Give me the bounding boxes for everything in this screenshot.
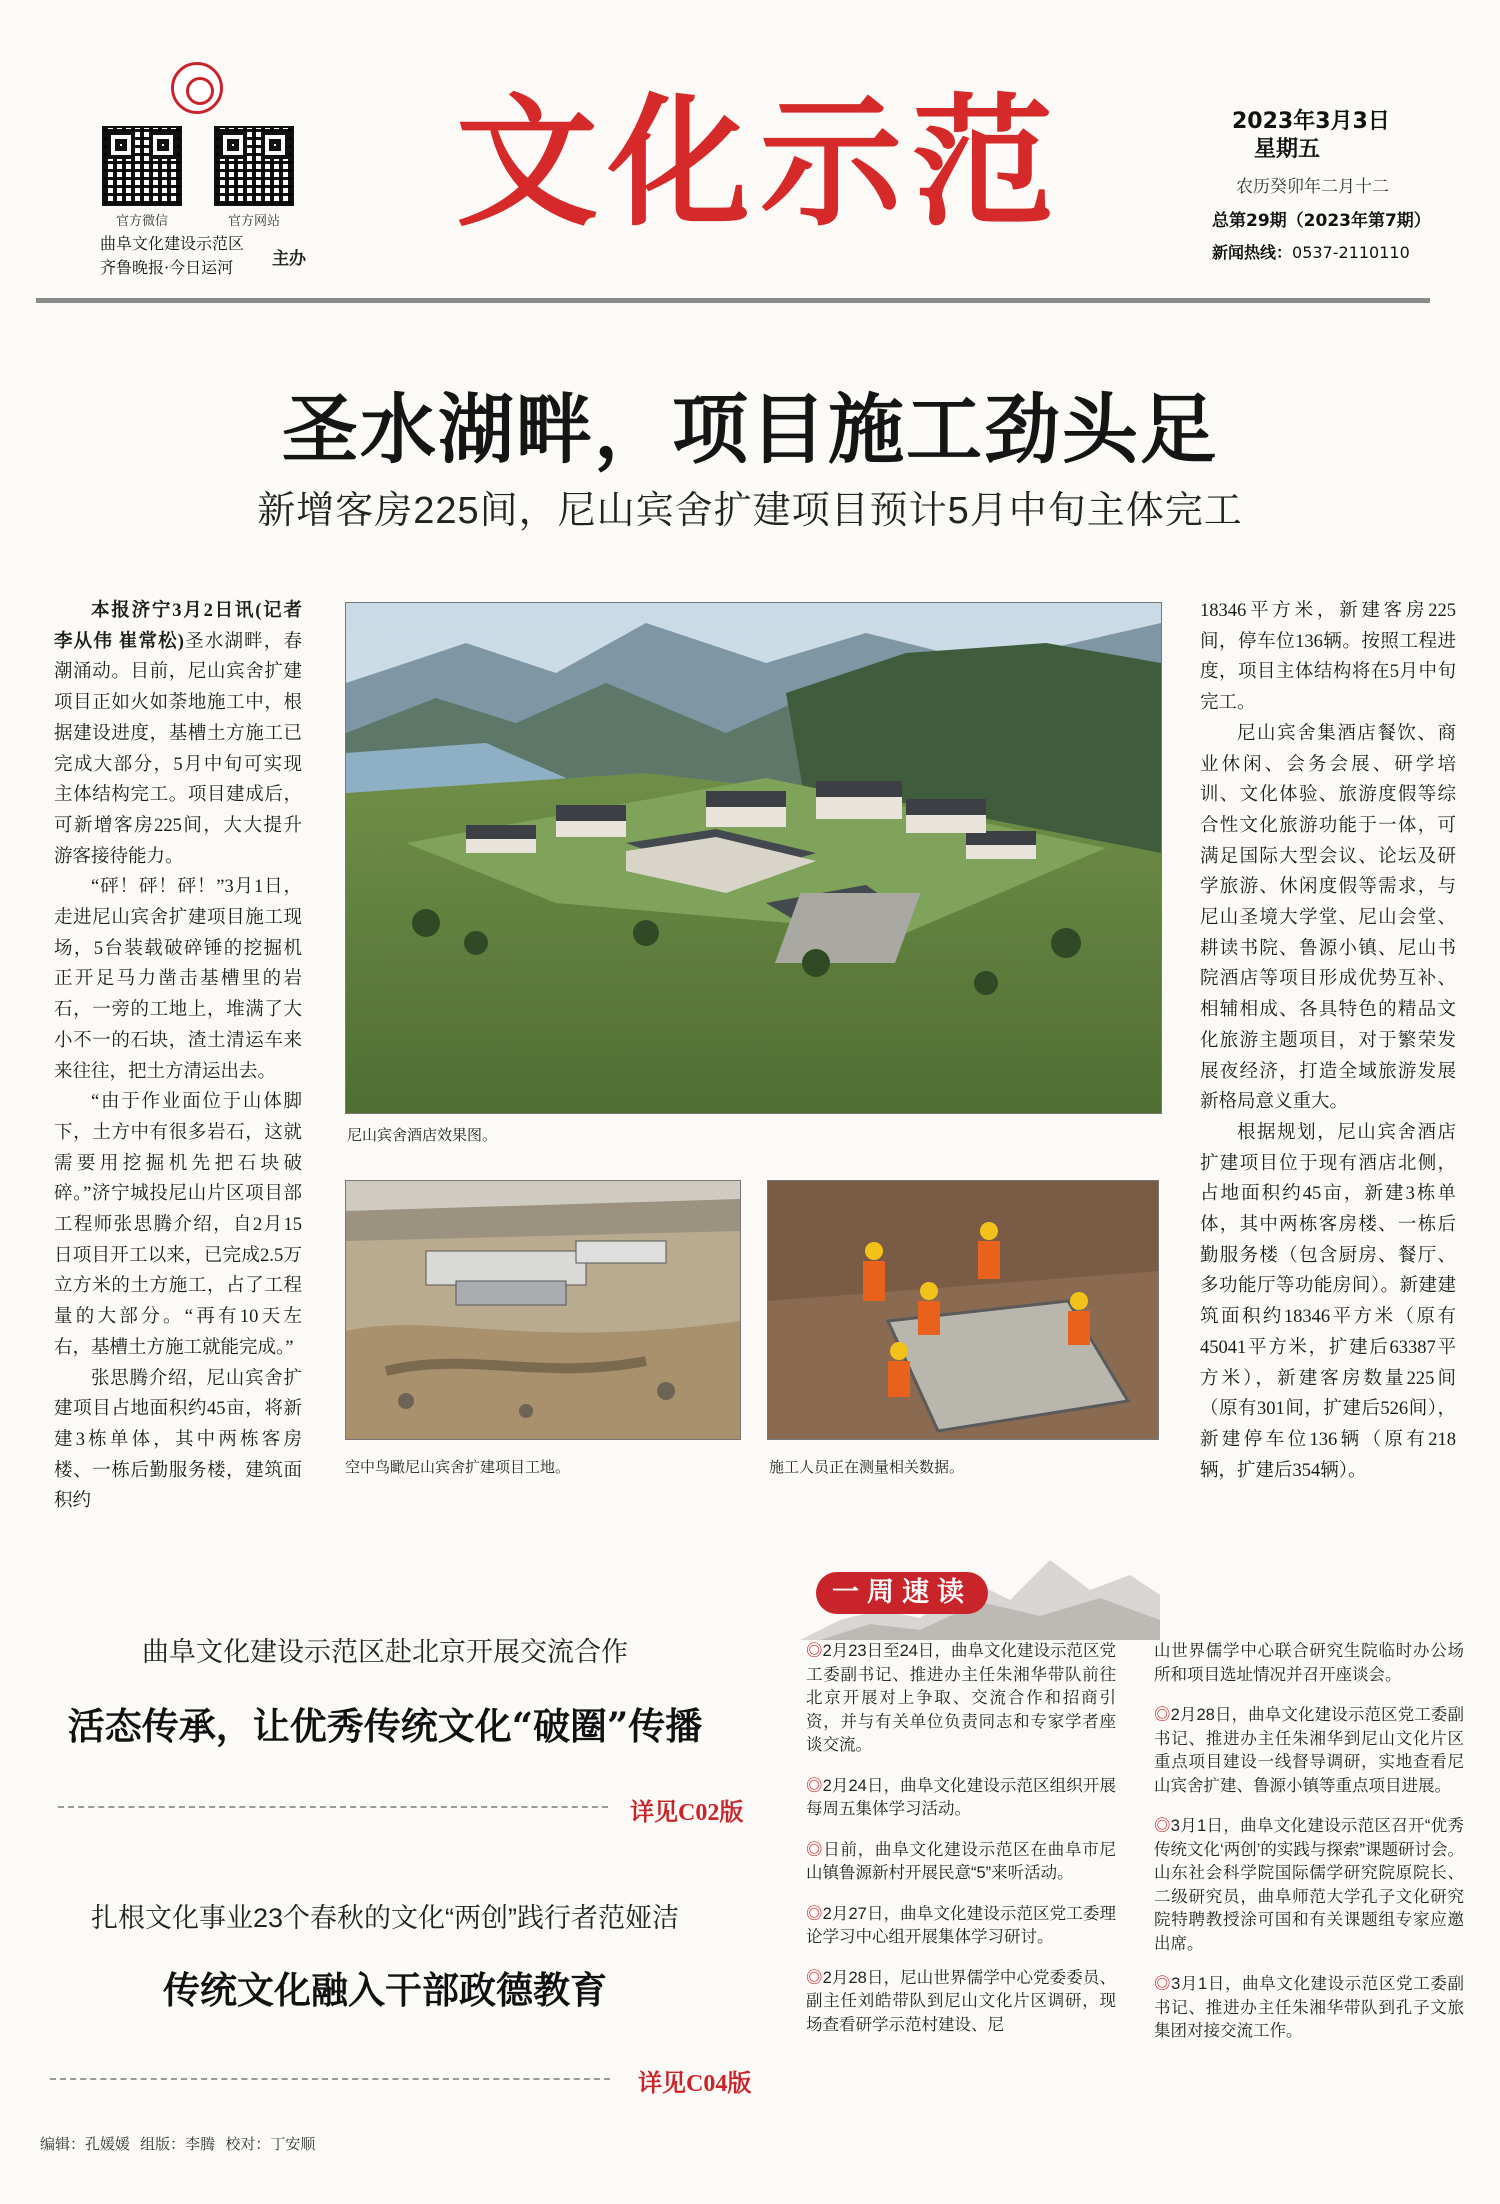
workers-measuring-image	[768, 1181, 1158, 1439]
editorial-credits: 编辑：孔媛媛 组版：李腾 校对：丁安顺	[40, 2136, 316, 2153]
sponsor-2: 齐鲁晚报·今日运河	[100, 258, 234, 277]
qr-label-wechat: 官方微信	[115, 214, 168, 229]
digest-item-text: 2月24日，曲阜文化建设示范区组织开展每周五集体学习活动。	[806, 1776, 1116, 1818]
hotline-label: 新闻热线：	[1212, 243, 1293, 262]
digest-item: ◎2月28日，曲阜文化建设示范区党工委副书记、推进办主任朱湘华到尼山文化片区重点项目建设一线督导调研，实地查看尼山宾舍扩建、鲁源小镇等重点项目进展。	[1154, 1706, 1464, 1795]
digest-item-text: 3月1日，曲阜文化建设示范区党工委副书记、推进办主任朱湘华带队到孔子文旅集团对接交流工作。	[1154, 1975, 1464, 2040]
sponsor-list	[100, 232, 244, 280]
promo-see-page-2[interactable]: 详见C04版	[638, 2071, 752, 2097]
digest-column-2	[1154, 1640, 1464, 2061]
digest-item-text: 日前，曲阜文化建设示范区在曲阜市尼山镇鲁源新村开展民意“5”来听活动。	[806, 1840, 1117, 1882]
lead-paragraph: 张思腾介绍，尼山宾舍扩建项目占地面积约45亩，将新建3栋单体，其中两栋客房楼、一栋后勤服务楼，建筑面积约	[54, 1368, 302, 1512]
logo-seal-icon	[171, 62, 223, 114]
digest-item-text: 2月28日，尼山世界儒学中心党委委员、副主任刘皓带队到尼山文化片区调研，现场查看研学示范村建设、尼	[806, 1968, 1116, 2034]
digest-item-text: 2月27日，曲阜文化建设示范区党工委理论学习中心组开展集体学习研讨。	[806, 1904, 1116, 1946]
lead-paragraph: 18346平方米，新建客房225间，停车位136辆。按照工程进度，项目主体结构将在5月中旬完工。	[1200, 601, 1456, 714]
construction-aerial-photo[interactable]	[345, 1180, 741, 1440]
hotline-number: 0537-2110110	[1292, 243, 1410, 262]
sponsor-role: 主办	[272, 249, 306, 269]
caption-main-photo: 尼山宾舍酒店效果图。	[347, 1127, 498, 1144]
digest-item: ◎2月27日，曲阜文化建设示范区党工委理论学习中心组开展集体学习研讨。	[806, 1904, 1116, 1946]
promo-divider-1	[58, 1806, 608, 1808]
lead-paragraph	[54, 596, 302, 872]
digest-item: ◎3月1日，曲阜文化建设示范区党工委副书记、推进办主任朱湘华带队到孔子文旅集团对接交流工作。	[1154, 1975, 1464, 2040]
lead-paragraph: “由于作业面位于山体脚下，土方中有很多岩石，这就需要用挖掘机先把石块破碎。”济宁城投尼山片区项目部工程师张思腾介绍，自2月15日项目开工以来，已完成2.5万立方米的土方施工，占了工程量的大部分。“再有10天左右，基槽土方施工就能完成。”	[54, 1092, 302, 1358]
newspaper-title: 文化示范	[456, 80, 1064, 246]
lead-column-left	[54, 596, 302, 1517]
website-qr-code[interactable]	[214, 126, 294, 206]
digest-item: ◎3月1日，曲阜文化建设示范区召开“优秀传统文化‘两创’的实践与探索”课题研讨会。山东社会科学院国际儒学研究院原院长、二级研究员，曲阜师范大学孔子文化研究院特聘教授涂可国和有关课题组专家应邀出席。	[1154, 1817, 1464, 1953]
wechat-qr-code[interactable]	[102, 126, 182, 206]
lead-column-right	[1200, 596, 1456, 1486]
hotel-rendering-photo[interactable]	[345, 602, 1162, 1114]
workers-measuring-photo[interactable]	[767, 1180, 1159, 1440]
promo-kicker-2: 扎根文化事业23个春秋的文化“两创”践行者范娅洁	[90, 1903, 679, 1933]
lead-paragraph-text: 圣水湖畔，春潮涌动。目前，尼山宾舍扩建项目正如火如荼地施工中，根据建设进度，基槽土方施工已完成大部分，5月中旬可实现主体结构完工。项目建成后，可新增客房225间，大大提升游客接待能力。	[54, 631, 302, 867]
digest-item-text: 2月28日，曲阜文化建设示范区党工委副书记、推进办主任朱湘华到尼山文化片区重点项目建设一线督导调研，实地查看尼山宾舍扩建、鲁源小镇等重点项目进展。	[1154, 1706, 1464, 1795]
digest-heading: 一周速读	[816, 1572, 988, 1614]
lead-paragraph: 根据规划，尼山宾舍酒店扩建项目位于现有酒店北侧，占地面积约45亩，新建3栋单体，其中两栋客房楼、一栋后勤服务楼（包含厨房、餐厅、多功能厅等功能房间）。新建建筑面积约18346平方米（原有45041平方米，扩建后63387平方米），新建客房数量225间（原有301间，扩建后526间），新建停车位136辆（原有218辆，扩建后354辆）。	[1200, 1122, 1456, 1481]
construction-aerial-image	[346, 1181, 740, 1439]
digest-item	[1154, 1640, 1464, 1687]
issue-date: 2023年3月3日	[1232, 109, 1390, 134]
caption-workers-photo: 施工人员正在测量相关数据。	[769, 1459, 965, 1476]
promo-title-1[interactable]: 活态传承，让优秀传统文化“破圈”传播	[67, 1704, 703, 1748]
qr-label-website: 官方网站	[227, 214, 280, 229]
lead-paragraph: “砰！砰！砰！”3月1日，走进尼山宾舍扩建项目施工现场，5台装载破碎锤的挖掘机正开足马力凿击基槽里的岩石，一旁的工地上，堆满了大小不一的石块，渣土清运车来来往往，把土方清运出去。	[54, 877, 302, 1082]
news-hotline	[1212, 240, 1410, 263]
digest-column-1	[806, 1640, 1116, 2054]
lead-paragraph: 尼山宾舍集酒店餐饮、商业休闲、会务会展、研学培训、文化体验、旅游度假等综合性文化旅游功能于一体，可满足国际大型会议、论坛及研学旅游、休闲度假等需求，与尼山圣境大学堂、尼山会堂、耕读书院、鲁源小镇、尼山书院酒店等项目形成优势互补、相辅相成、各具特色的精品文化旅游主题项目，对于繁荣发展夜经济，打造全域旅游发展新格局意义重大。	[1200, 723, 1456, 1113]
promo-divider-2	[50, 2078, 610, 2080]
digest-item: ◎日前，曲阜文化建设示范区在曲阜市尼山镇鲁源新村开展民意“5”来听活动。	[806, 1840, 1117, 1882]
lead-headline[interactable]: 圣水湖畔，项目施工劲头足	[282, 385, 1218, 474]
digest-item-text: 2月23日至24日，曲阜文化建设示范区党工委副书记、推进办主任朱湘华带队前往北京开展对上争取、交流合作和招商引资，并与有关单位负责同志和专家学者座谈交流。	[806, 1642, 1117, 1754]
caption-aerial-photo: 空中鸟瞰尼山宾舍扩建项目工地。	[345, 1459, 571, 1476]
issue-weekday: 星期五	[1254, 137, 1321, 162]
digest-item-text: 3月1日，曲阜文化建设示范区召开“优秀传统文化‘两创’的实践与探索”课题研讨会。山东社会科学院国际儒学研究院原院长、二级研究员，曲阜师范大学孔子文化研究院特聘教授涂可国和有关课题组专家应邀出席。	[1154, 1817, 1464, 1953]
lead-subhead: 新增客房225间，尼山宾舍扩建项目预计5月中旬主体完工	[257, 490, 1243, 532]
promo-kicker-1: 曲阜文化建设示范区赴北京开展交流合作	[142, 1637, 628, 1667]
digest-item: ◎2月24日，曲阜文化建设示范区组织开展每周五集体学习活动。	[806, 1776, 1116, 1818]
hotel-rendering-image	[346, 603, 1161, 1113]
lead-byline: 本报济宁3月2日讯(记者 李从伟 崔常松)	[54, 601, 302, 652]
digest-item: ◎2月23日至24日，曲阜文化建设示范区党工委副书记、推进办主任朱湘华带队前往北京开展对上争取、交流合作和招商引资，并与有关单位负责同志和专家学者座谈交流。	[806, 1642, 1117, 1754]
masthead-rule	[36, 298, 1430, 303]
promo-title-2[interactable]: 传统文化融入干部政德教育	[163, 1968, 607, 2012]
promo-see-page-1[interactable]: 详见C02版	[630, 1800, 744, 1826]
issue-number: 总第29期（2023年第7期）	[1212, 211, 1431, 231]
sponsor-1: 曲阜文化建设示范区	[100, 234, 245, 253]
digest-item: ◎2月28日，尼山世界儒学中心党委委员、副主任刘皓带队到尼山文化片区调研，现场查看研学示范村建设、尼	[806, 1968, 1116, 2034]
lunar-date: 农历癸卯年二月十二	[1236, 177, 1389, 197]
digest-item-text: 山世界儒学中心联合研究生院临时办公场所和项目选址情况并召开座谈会。	[1154, 1642, 1464, 1684]
